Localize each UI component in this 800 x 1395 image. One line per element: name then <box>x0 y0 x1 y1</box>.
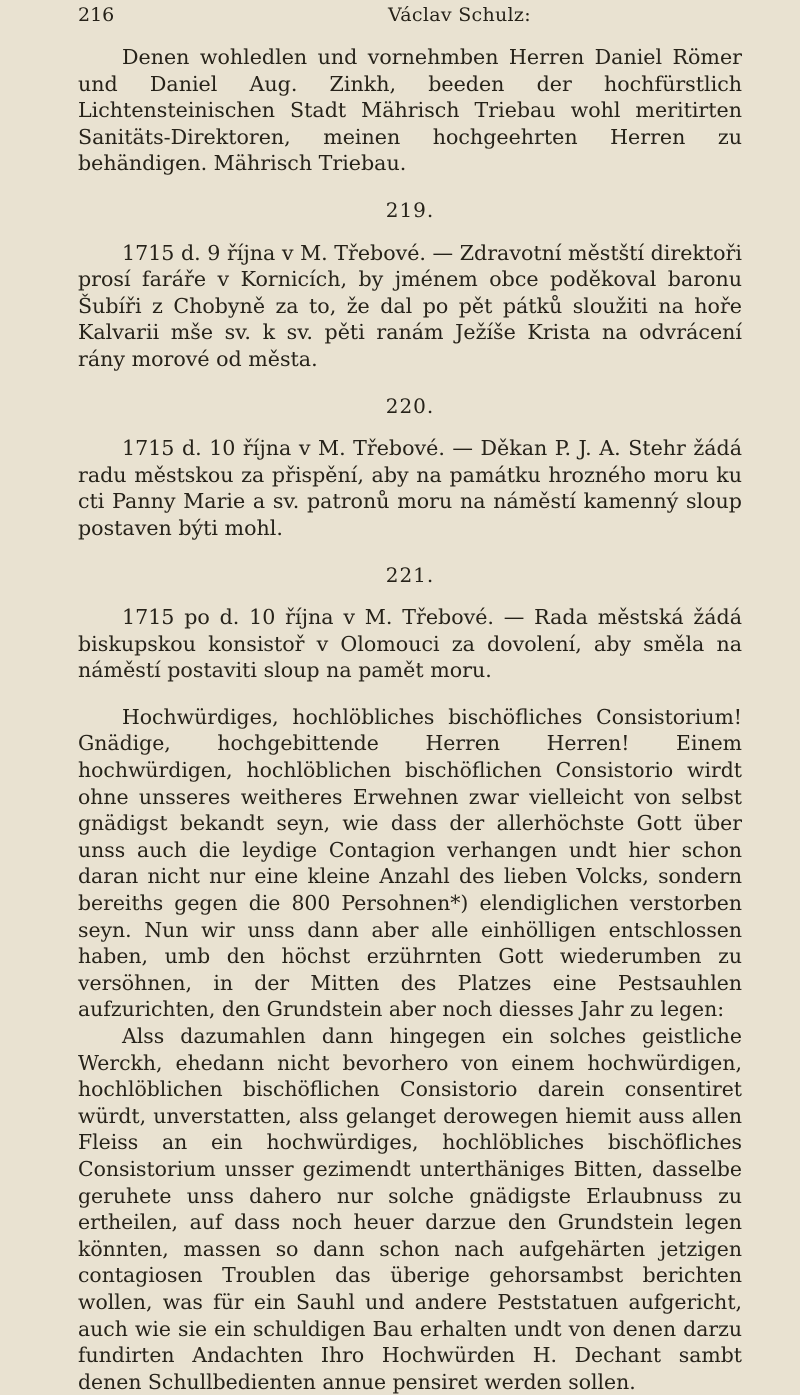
entry-text: 1715 d. 9 října v M. Třebové. — Zdravotní městští direktoři prosí faráře v Kornicích, by jménem obce poděkoval baronu Šubíři z Chobyně za to, že dal po pět pátků sloužiti na hoře Kalvarii mše sv. k sv. pěti ranám Ježíše Krista na odvrácení rány morové od města. <box>78 240 742 371</box>
letter-paragraph: Alss dazumahlen dann hingegen ein solches geistliche Werckh, ehedann nicht bevorhero von einem hochwürdigen, hochlöblichen bischöflichen Consistorio darein consentiret würdt, unverstatten, alss gelanget derowegen hiemit auss allen Fleiss an ein hochwürdiges, hochlöbliches bischöfliches Consistorium unsser gezimendt unterthäniges Bitten, dasselbe geruhete unss dahero nur solche gnädigste Erlaubnuss zu ertheilen, auf dass noch heuer darzue den Grundstein legen könnten, massen so dann schon nach aufgehärten jetzigen contagiosen Troublen das überige gehorsambst berichten wollen, was für ein Sauhl und andere Peststatuen aufgericht, auch wie sie ein schuldigen Bau erhalten undt von denen darzu fundirten Andachten Ihro Hochwürden H. Dechant sambt denen Schullbedienten annue pensiret werden sollen. <box>78 1024 742 1394</box>
page-body <box>78 44 742 1395</box>
entry-number: 220. <box>385 393 435 418</box>
entry-number: 221. <box>385 562 435 587</box>
page-header <box>78 4 742 32</box>
entry-text: 1715 d. 10 října v M. Třebové. — Děkan P. J. A. Stehr žádá radu městskou za přispění, aby na památku hrozného moru ku cti Panny Marie a sv. patronů moru na náměstí kamenný sloup postaven býti mohl. <box>78 436 742 540</box>
running-title: Václav Schulz: <box>388 4 531 26</box>
page-number: 216 <box>78 4 115 26</box>
letter-paragraph: Hochwürdiges, hochlöbliches bischöfliches Consistorium! Gnädige, hochgebittende Herren Herren! Einem hochwürdigen, hochlöblichen bischöflichen Consistorio wirdt ohne unsseres weitheres Erwehnen zwar vielleicht von selbst gnädigst bekandt seyn, wie dass der allerhöchste Gott über unss auch die leydige Contagion verhangen undt hier schon daran nicht nur eine kleine Anzahl des lieben Volcks, sondern bereiths gegen die 800 Persohnen*) elendiglichen verstorben seyn. Nun wir unss dann aber alle einhölligen entschlossen haben, umb den höchst erzührnten Gott wiederumben zu versöhnen, in der Mitten des Platzes eine Pestsauhlen aufzurichten, den Grundstein aber noch diesses Jahr zu legen: <box>78 704 742 1022</box>
entry-number: 219. <box>385 197 435 222</box>
address-paragraph: Denen wohledlen und vornehmben Herren Daniel Römer und Daniel Aug. Zinkh, beeden der hochfürstlich Lichtensteinischen Stadt Mährisch Triebau wohl meritirten Sanitäts-Direktoren, meinen hochgeehrten Herren zu behändigen. Mährisch Triebau. <box>78 45 742 176</box>
entry-text: 1715 po d. 10 října v M. Třebové. — Rada městská žádá biskupskou konsistoř v Olomouci za dovolení, aby směla na náměstí postaviti sloup na pamět moru. <box>78 605 742 683</box>
